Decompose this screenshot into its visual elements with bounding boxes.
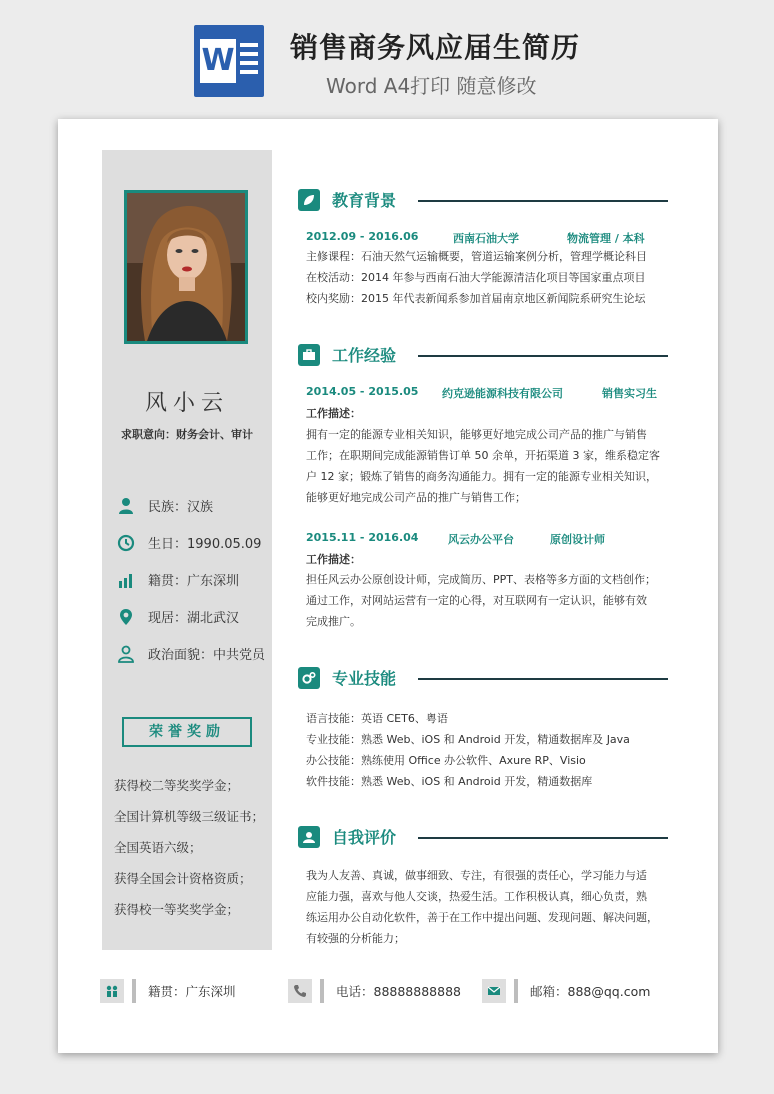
skill-line: 办公技能：熟练使用 Office 办公软件、Axure RP、Visio	[306, 754, 586, 767]
clock-icon	[116, 533, 136, 553]
info-birthday	[116, 524, 272, 561]
footer-email	[482, 977, 650, 1005]
footer-phone	[288, 977, 461, 1005]
job-line: 完成推广。	[306, 615, 361, 628]
footer-hometown	[100, 977, 236, 1005]
section-divider	[418, 355, 668, 357]
job-company: 风云办公平台	[448, 533, 514, 546]
envelope-icon	[482, 979, 506, 1003]
eval-line: 我为人友善、真诚，做事细致、专注，有很强的责任心，学习能力与适	[306, 869, 647, 882]
job-position: 销售实习生	[602, 387, 657, 400]
section-divider	[418, 837, 668, 839]
resume-page	[58, 119, 718, 1053]
footer-text: 电话：88888888888	[336, 984, 461, 999]
section-title: 教育背景	[332, 191, 397, 210]
section-title: 自我评价	[332, 828, 397, 847]
job-line: 通过工作，对网站运营有一定的心得，对互联网有一定认识，能够有效	[306, 594, 647, 607]
phone-icon	[288, 979, 312, 1003]
edu-period: 2012.09 - 2016.06	[306, 230, 419, 243]
page-subtitle: Word A4打印 随意修改	[326, 74, 537, 98]
job-company: 约克逊能源科技有限公司	[442, 387, 563, 400]
info-text: 生日：1990.05.09	[148, 537, 262, 552]
job-line: 能够更好地完成公司产品的推广与销售工作；	[306, 491, 526, 504]
honors-heading: 荣誉奖励	[122, 717, 252, 747]
people-icon	[100, 979, 124, 1003]
job-line: 担任风云办公原创设计师，完成简历、PPT、表格等多方面的文档创作；	[306, 573, 656, 586]
section-divider	[418, 200, 668, 202]
eval-line: 应能力强，喜欢与他人交谈，热爱生活。工作积极认真，细心负责，熟	[306, 890, 647, 903]
person-icon	[116, 496, 136, 516]
info-text: 政治面貌：中共党员	[148, 648, 266, 663]
honor-item: 获得全国会计资格资质；	[114, 871, 252, 886]
eval-line: 练运用办公自动化软件，善于在工作中提出问题、发现问题、解决问题，	[306, 911, 658, 924]
edu-line: 在校活动：2014 年参与西南石油大学能源清洁化项目等国家重点项目	[306, 271, 646, 284]
footer-text: 籍贯：广东深圳	[148, 984, 236, 999]
job-desc-label: 工作描述：	[306, 553, 361, 566]
job-period: 2014.05 - 2015.05	[306, 385, 419, 398]
job-desc-label: 工作描述：	[306, 407, 361, 420]
skill-line: 语言技能：英语 CET6、粤语	[306, 712, 448, 725]
info-text: 民族：汉族	[148, 500, 214, 515]
word-icon	[194, 25, 264, 97]
leaf-icon	[298, 189, 320, 211]
info-residence	[116, 598, 272, 635]
section-work	[298, 340, 708, 370]
info-hometown	[116, 561, 272, 598]
honor-item: 全国计算机等级三级证书；	[114, 809, 265, 824]
contact-footer	[100, 977, 700, 1007]
edu-school: 西南石油大学	[453, 232, 519, 245]
job-line: 工作；在职期间完成能源销售订单 50 余单，开拓渠道 3 家，维系稳定客	[306, 449, 660, 462]
user-icon	[298, 826, 320, 848]
location-pin-icon	[116, 607, 136, 627]
info-text: 现居：湖北武汉	[148, 611, 240, 626]
word-logo-letter: W	[200, 39, 236, 83]
edu-line: 校内奖励：2015 年代表新闻系参加首届南京地区新闻院系研究生论坛	[306, 292, 646, 305]
job-position: 原创设计师	[550, 533, 605, 546]
job-intent: 求职意向：财务会计、审计	[121, 428, 253, 441]
profile-photo	[124, 190, 248, 344]
section-title: 专业技能	[332, 669, 397, 688]
honor-item: 获得校一等奖奖学金；	[114, 902, 240, 917]
footer-text: 邮箱：888@qq.com	[530, 984, 651, 999]
candidate-name: 风小云	[144, 391, 229, 416]
page-title: 销售商务风应届生简历	[290, 31, 581, 64]
honor-item: 获得校二等奖奖学金；	[114, 778, 240, 793]
skill-line: 软件技能：熟悉 Web、iOS 和 Android 开发，精通数据库	[306, 775, 593, 788]
section-skills	[298, 663, 708, 693]
info-political	[116, 635, 272, 672]
document-header	[0, 0, 774, 118]
section-education	[298, 185, 708, 215]
job-line: 拥有一定的能源专业相关知识，能够更好地完成公司产品的推广与销售	[306, 428, 647, 441]
user-badge-icon	[116, 644, 136, 664]
personal-info-list	[116, 487, 272, 672]
briefcase-icon	[298, 344, 320, 366]
edu-line: 主修课程：石油天然气运输概要，管道运输案例分析，管理学概论科目	[306, 250, 647, 263]
edu-major: 物流管理 / 本科	[567, 232, 645, 245]
sidebar	[102, 150, 272, 950]
info-text: 籍贯：广东深圳	[148, 574, 240, 589]
section-divider	[418, 678, 668, 680]
bar-chart-icon	[116, 570, 136, 590]
section-self-eval	[298, 822, 708, 852]
honors-list	[114, 770, 272, 925]
section-title: 工作经验	[332, 346, 397, 365]
job-period: 2015.11 - 2016.04	[306, 531, 419, 544]
eval-line: 有较强的分析能力；	[306, 932, 405, 945]
honor-item: 全国英语六级；	[114, 840, 202, 855]
gear-icon	[298, 667, 320, 689]
job-line: 户 12 家；锻炼了销售的商务沟通能力。拥有一定的能源专业相关知识，	[306, 470, 657, 483]
skill-line: 专业技能：熟悉 Web、iOS 和 Android 开发，精通数据库及 Java	[306, 733, 630, 746]
info-ethnicity	[116, 487, 272, 524]
